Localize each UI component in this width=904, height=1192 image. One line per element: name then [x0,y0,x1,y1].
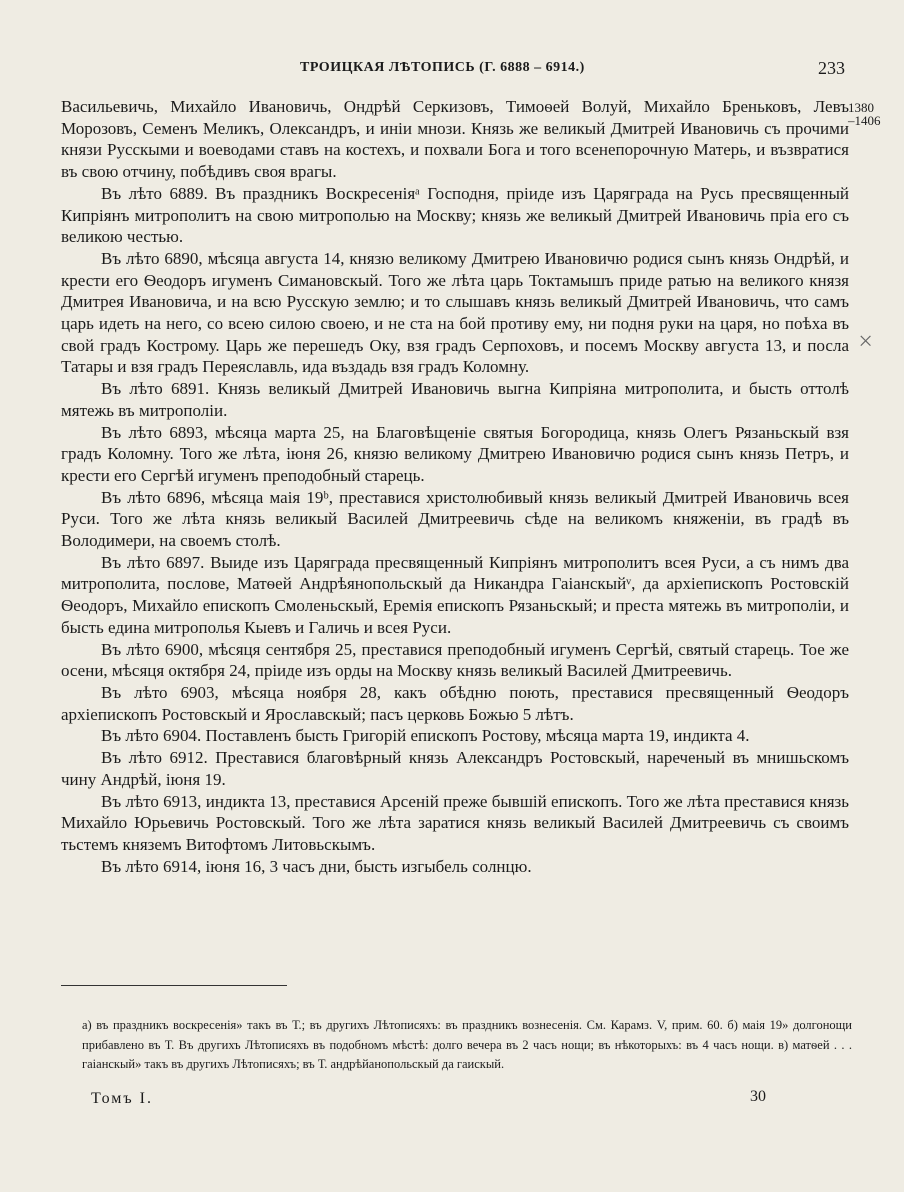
signature-number: 30 [750,1088,766,1105]
paragraph: Въ лѣто 6914, іюня 16, 3 часъ дни, бысть изгыбель солнцю. [101,856,532,876]
running-title: ТРОИЦКАЯ ЛѢТОПИСЬ (Г. 6888 – 6914.) [300,60,585,75]
paragraph: Въ лѣто 6893, мѣсяца марта 25, на Благовѣщеніе святыя Богородица, князь Олегъ Рязаньскый взя градъ Коломну. Того же лѣта, іюня 26, князю великому Дмитрею Ивановичю родися сынъ князь Петръ, и крести его Сергѣй игуменъ преподобный старець. [61,422,849,485]
paragraph: Въ лѣто 6890, мѣсяца августа 14, князю великому Дмитрею Ивановичю родися сынъ князь Ондрѣй, и крести его Ѳеодоръ игуменъ Симановскый. Того же лѣта царь Токтамышъ приде ратью на великого князя Дмитрея Ивановича, и на всю Русскую землю; и то слышавъ князь великый Дмитрей Ивановичь, что самъ царь идеть на него, со всею силою своею, и не ста на бой противу ему, ни подня руки на царя, но поѣха въ свой градъ Кострому. Царь же перешедъ Оку, взя градъ Серпоховъ, и посемъ Москву августа 13, и посла Татары и взя градъ Переяславль, ида въздадь взя градъ Коломну. [61,248,849,377]
paragraph: Въ лѣто 6904. Поставленъ бысть Григорій епископъ Ростову, мѣсяца марта 19, индикта 4. [101,726,750,746]
pencil-mark-icon: ⨉ [860,334,872,350]
margin-year-end: –1406 [848,113,881,128]
volume-label: Томъ I. [91,1090,153,1107]
footnotes: а) въ праздникъ воскресенія» такъ въ Т.; въ другихъ Лѣтописяхъ: въ праздникъ вознесенія. См. Карамз. V, прим. 60. б) маія 19» долгонощи прибавлено въ Т. Въ другихъ Лѣтописяхъ въ подобномъ мѣстѣ: долго вечера въ 2 часъ нощи; въ нѣкоторыхъ: въ 4 часъ нощи. в) матѳей . . . гаіанскый» такъ въ другихъ Лѣтописяхъ; въ Т. андрѣйанопольскый да гаискый. [82,1018,852,1071]
paragraph: Въ лѣто 6896, мѣсяца маія 19ᵇ, преставися христолюбивый князь великый Дмитрей Ивановичь всея Руси. Того же лѣта князь великый Василей Дмитреевичь сѣде на великомъ княженіи, въ градѣ въ Володимери, на своемъ столѣ. [61,487,849,551]
paragraph: Въ лѣто 6889. Въ праздникъ Воскресеніяᵃ Господня, пріиде изъ Царяграда на Русь пресвященный Кипріянъ митрополитъ на свою митрополью на Москву; князь же великый Дмитрей Ивановичь пріа его съ великою честью. [61,183,849,247]
paragraph: Васильевичь, Михайло Ивановичь, Ондрѣй Серкизовъ, Тимоѳей Волуй, Михайло Бреньковъ, Левъ Морозовъ, Семенъ Меликъ, Олександръ, и иніи мнози. Князь же великый Дмитрей Ивановичь съ прочими князи Русскыми и воеводами ставъ на костехъ, и похвали Бога и того всенепорочную Матерь, и възвратися въ свою отчину, побѣдивъ своя врагы. [61,97,849,182]
paragraph: Въ лѣто 6903, мѣсяца ноября 28, какъ обѣдню поють, преставися пресвященный Ѳеодоръ архіепископъ Ростовскый и Ярославскый; пасъ церковь Божью 5 лѣтъ. [61,682,849,724]
running-header [0,60,904,82]
footnote-divider [61,985,287,986]
paragraph: Въ лѣто 6900, мѣсяця сентября 25, преставися преподобный игуменъ Сергѣй, святый старець. Тое же осени, мѣсяця октября 24, пріиде изъ орды на Москву князь великый Василей Дмитреевичь. [61,639,849,681]
paragraph: Въ лѣто 6912. Преставися благовѣрный князь Александръ Ростовскый, нареченый въ мнишьскомъ чину Андрѣй, іюня 19. [61,748,849,789]
paragraph: Въ лѣто 6891. Князь великый Дмитрей Ивановичь выгна Кипріяна митрополита, и бысть оттолѣ мятежь въ митрополіи. [61,379,849,420]
paragraph: Въ лѣто 6897. Выиде изъ Царяграда пресвященный Кипріянъ митрополитъ всея Руси, а съ нимъ два митрополита, послове, Матѳей Андрѣянопольскый да Никандра Гаіанскыйᵛ, да архіепископъ Ростовскій Ѳеодоръ, Михайло епископъ Смоленьскый, Еремія епископъ Рязаньскый; и преста мятежь въ митрополіи, и бысть едина митрополья Кыевъ и Галичь и всея Руси. [61,552,849,637]
main-text [61,96,849,877]
margin-year-start: 1380 [848,100,874,115]
page-number: 233 [818,58,845,78]
paragraph: Въ лѣто 6913, индикта 13, преставися Арсеній преже бывшій епископъ. Того же лѣта преставися князь Михайло Юрьевичь Ростовскый. Того же лѣта заратися князь великый Василей Дмитреевичь съ своимъ тьстемъ княземъ Витофтомъ Литовьскымъ. [61,791,849,854]
